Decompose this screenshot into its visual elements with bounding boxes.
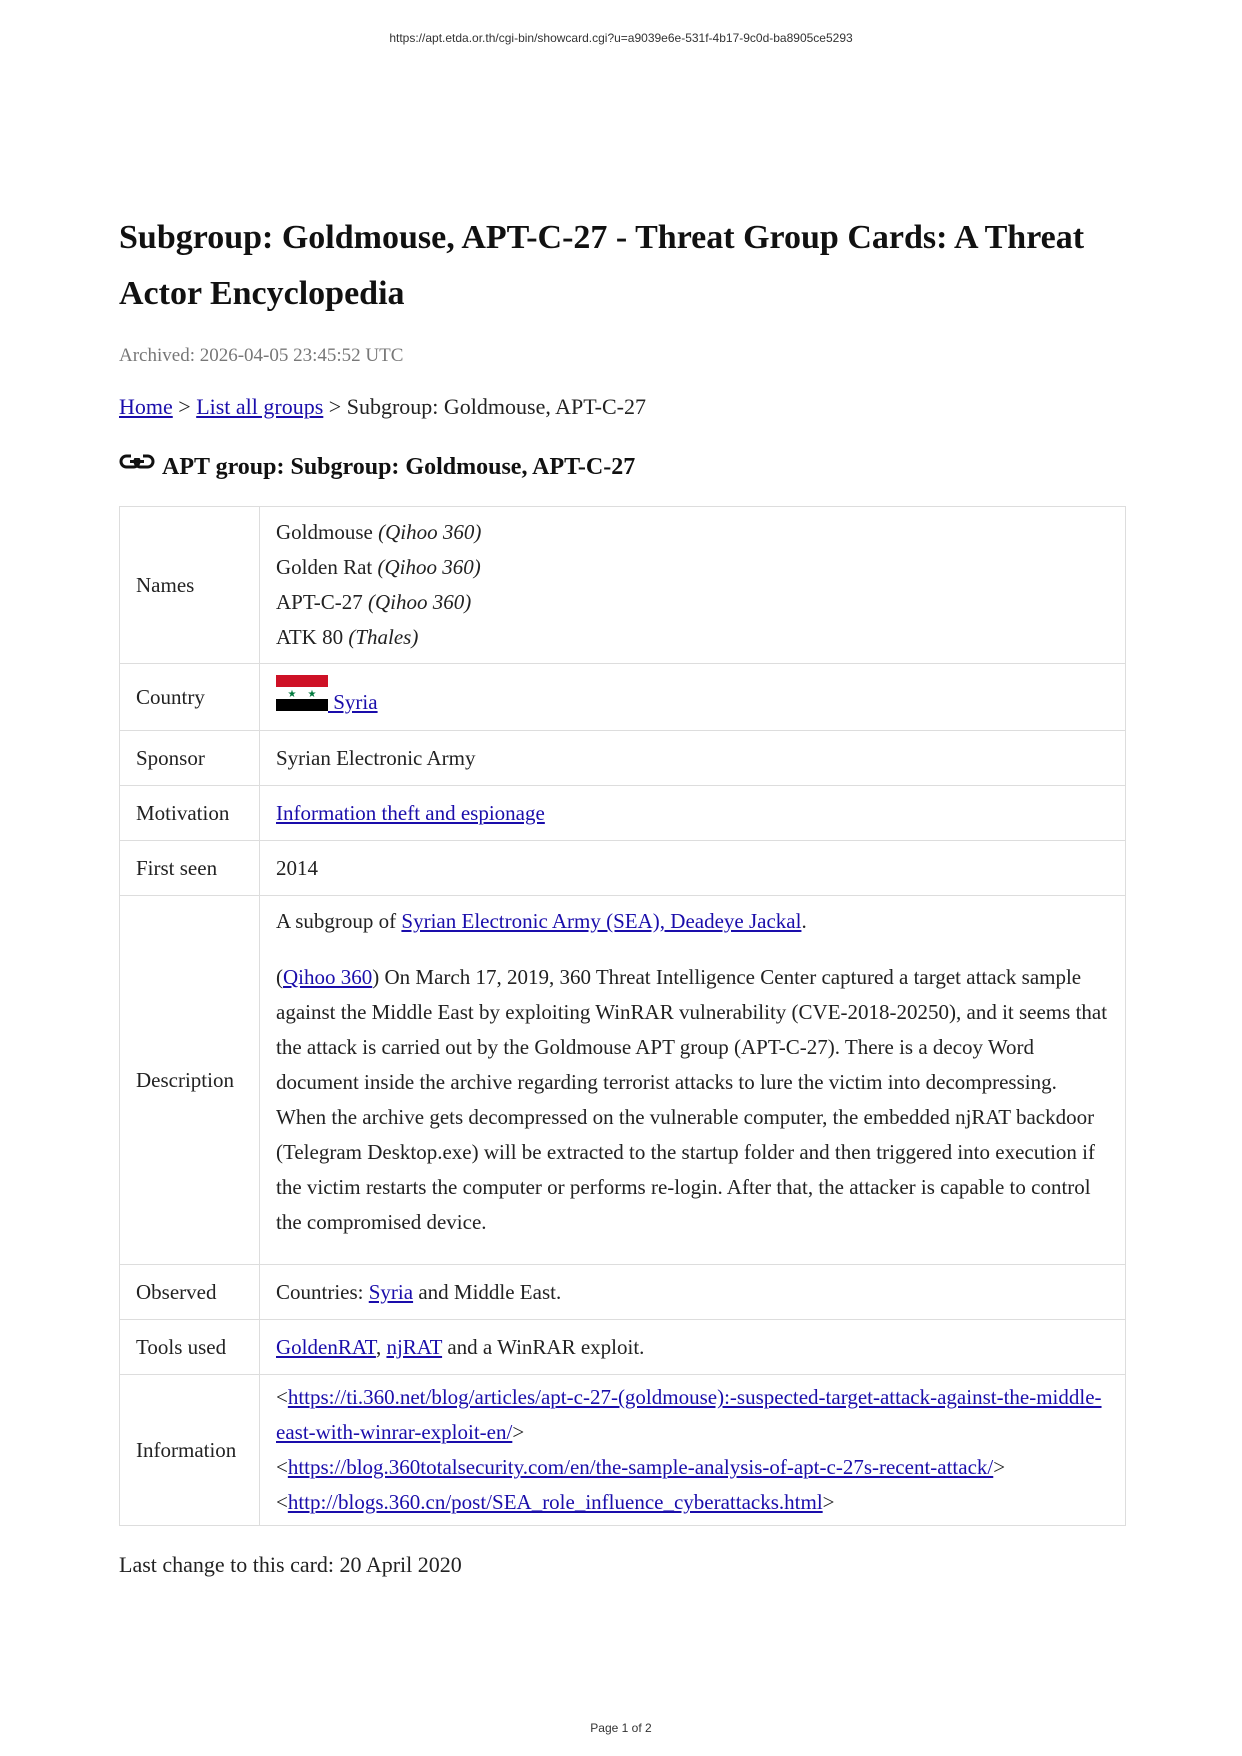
first-seen-label: First seen bbox=[120, 841, 260, 896]
table-row-observed bbox=[120, 1265, 1126, 1320]
qihoo-360-link[interactable]: Qihoo 360 bbox=[283, 965, 373, 989]
angle-bracket: < bbox=[276, 1455, 288, 1479]
info-entry bbox=[276, 1380, 1109, 1450]
country-label: Country bbox=[120, 664, 260, 731]
country-link[interactable] bbox=[276, 690, 378, 714]
table-row-motivation bbox=[120, 786, 1126, 841]
table-row-country bbox=[120, 664, 1126, 731]
breadcrumb-home-link[interactable]: Home bbox=[119, 394, 173, 419]
angle-bracket: > bbox=[512, 1420, 525, 1444]
breadcrumb-separator: > bbox=[172, 394, 197, 419]
breadcrumb bbox=[119, 394, 1126, 420]
desc-text: A subgroup of bbox=[276, 909, 402, 933]
njrat-link[interactable]: njRAT bbox=[386, 1334, 443, 1359]
description-paragraph-1 bbox=[276, 904, 1109, 939]
information-label: Information bbox=[120, 1375, 260, 1526]
angle-bracket: < bbox=[276, 1490, 288, 1514]
group-card-table bbox=[119, 506, 1126, 1526]
description-label: Description bbox=[120, 896, 260, 1265]
page-content bbox=[119, 210, 1126, 1578]
angle-bracket: < bbox=[276, 1385, 288, 1409]
observed-value bbox=[260, 1265, 1126, 1320]
name-source: (Qihoo 360) bbox=[377, 555, 481, 579]
desc-text: ( bbox=[276, 965, 283, 989]
last-change-note: Last change to this card: 20 April 2020 bbox=[119, 1552, 462, 1577]
tools-label: Tools used bbox=[120, 1320, 260, 1375]
names-value bbox=[260, 507, 1126, 664]
info-entry bbox=[276, 1450, 1109, 1485]
name-text: APT-C-27 bbox=[276, 590, 368, 614]
syria-flag-icon bbox=[276, 675, 328, 711]
sponsor-label: Sponsor bbox=[120, 731, 260, 786]
link-icon[interactable] bbox=[119, 451, 157, 475]
angle-bracket: > bbox=[993, 1455, 1006, 1479]
name-text: Goldmouse bbox=[276, 520, 379, 544]
observed-syria-link[interactable]: Syria bbox=[368, 1279, 414, 1304]
description-value bbox=[260, 896, 1126, 1265]
breadcrumb-list-all-groups-link[interactable]: List all groups bbox=[196, 394, 324, 419]
desc-text: . bbox=[801, 909, 807, 933]
page-number-footer: Page 1 of 2 bbox=[590, 1721, 652, 1735]
motivation-label: Motivation bbox=[120, 786, 260, 841]
name-entry bbox=[276, 620, 1109, 655]
table-row-sponsor bbox=[120, 731, 1126, 786]
motivation-link[interactable]: Information theft and espionage bbox=[276, 800, 545, 825]
name-entry bbox=[276, 515, 1109, 550]
motivation-value bbox=[260, 786, 1126, 841]
table-row-description bbox=[120, 896, 1126, 1265]
observed-label: Observed bbox=[120, 1265, 260, 1320]
tools-text: , bbox=[375, 1334, 387, 1359]
angle-bracket: > bbox=[822, 1490, 835, 1514]
svg-text:★: ★ bbox=[287, 688, 297, 700]
observed-text: and Middle East. bbox=[413, 1279, 562, 1304]
section-heading bbox=[119, 454, 1126, 481]
sea-group-link[interactable]: Syrian Electronic Army (SEA), Deadeye Jackal bbox=[401, 909, 802, 933]
print-header-url: https://apt.etda.or.th/cgi-bin/showcard.cgi?u=a9039e6e-531f-4b17-9c0d-ba8905ce5293 bbox=[389, 31, 853, 45]
info-link-360totalsecurity[interactable]: https://blog.360totalsecurity.com/en/the-sample-analysis-of-apt-c-27s-recent-attack/ bbox=[287, 1455, 994, 1479]
breadcrumb-separator: > bbox=[323, 394, 347, 419]
info-link-ti-360[interactable]: https://ti.360.net/blog/articles/apt-c-27-(goldmouse):-suspected-target-attack-against-the-middle-east-with-winrar-exploit-en/ bbox=[276, 1385, 1102, 1444]
table-row-information bbox=[120, 1375, 1126, 1526]
name-entry bbox=[276, 585, 1109, 620]
desc-text: ) On March 17, 2019, 360 Threat Intelligence Center captured a target attack sample against the Middle East by exploiting WinRAR vulnerability (CVE-2018-20250), and it seems that the attack is carried out by the Goldmouse APT group (APT-C-27). There is a decoy Word document inside the archive regarding terrorist attacks to lure the victim into decompressing. When the archive gets decompressed on the vulnerable computer, the embedded njRAT backdoor (Telegram Desktop.exe) will be extracted to the startup folder and then triggered into execution if the victim restarts the computer or performs re-login. After that, the attacker is capable to control the compromised device. bbox=[276, 965, 1108, 1234]
breadcrumb-current: Subgroup: Goldmouse, APT-C-27 bbox=[346, 394, 646, 419]
table-row-first-seen bbox=[120, 841, 1126, 896]
svg-text:★: ★ bbox=[307, 688, 317, 700]
country-value bbox=[260, 664, 1126, 731]
names-label: Names bbox=[120, 507, 260, 664]
info-entry bbox=[276, 1485, 1109, 1520]
country-name: Syria bbox=[328, 689, 378, 714]
observed-text: Countries: bbox=[276, 1279, 369, 1304]
name-source: (Thales) bbox=[348, 625, 419, 649]
tools-value bbox=[260, 1320, 1126, 1375]
info-link-blogs-360[interactable]: http://blogs.360.cn/post/SEA_role_influence_cyberattacks.html bbox=[287, 1490, 823, 1514]
name-text: Golden Rat bbox=[276, 555, 378, 579]
description-paragraph-2 bbox=[276, 960, 1109, 1240]
tools-text: and a WinRAR exploit. bbox=[442, 1334, 645, 1359]
table-row-names bbox=[120, 507, 1126, 664]
name-source: (Qihoo 360) bbox=[368, 590, 472, 614]
first-seen-value: 2014 bbox=[260, 841, 1126, 896]
archived-timestamp: Archived: 2026-04-05 23:45:52 UTC bbox=[119, 345, 404, 366]
information-value bbox=[260, 1375, 1126, 1526]
table-row-tools bbox=[120, 1320, 1126, 1375]
section-heading-text: APT group: Subgroup: Goldmouse, APT-C-27 bbox=[162, 454, 636, 480]
name-entry bbox=[276, 550, 1109, 585]
goldenrat-link[interactable]: GoldenRAT bbox=[276, 1334, 376, 1359]
sponsor-value: Syrian Electronic Army bbox=[260, 731, 1126, 786]
name-source: (Qihoo 360) bbox=[378, 520, 482, 544]
name-text: ATK 80 bbox=[276, 625, 349, 649]
page-title: Subgroup: Goldmouse, APT-C-27 - Threat Group Cards: A Threat Actor Encyclopedia bbox=[119, 219, 1085, 312]
